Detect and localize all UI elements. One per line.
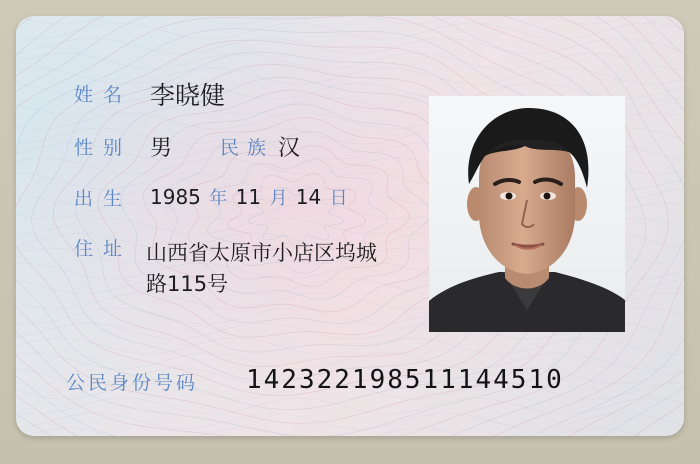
name-label: 姓名	[74, 84, 133, 106]
id-number-value: 142322198511144510	[246, 365, 564, 395]
birth-month-unit: 月	[269, 188, 288, 209]
portrait-photo	[429, 96, 625, 332]
birth-month: 11	[235, 185, 262, 209]
ethnicity-value: 汉	[278, 136, 301, 161]
birth-label: 出生	[74, 188, 133, 210]
birth-year: 1985	[150, 185, 201, 209]
id-card	[16, 16, 684, 436]
address-line1: 山西省太原市小店区坞城	[146, 241, 377, 265]
id-number-label: 公民身份号码	[66, 372, 199, 394]
birth-day-unit: 日	[329, 188, 348, 209]
sex-label: 性别	[74, 137, 133, 159]
sex-value: 男	[150, 136, 173, 161]
ethnicity-label: 民族	[220, 137, 275, 159]
name-value: 李晓健	[150, 81, 226, 110]
address-label: 住址	[74, 238, 133, 260]
address-line2: 路115号	[146, 272, 229, 296]
birth-day: 14	[295, 185, 322, 209]
birth-year-unit: 年	[209, 188, 228, 209]
birth-date	[150, 184, 350, 210]
